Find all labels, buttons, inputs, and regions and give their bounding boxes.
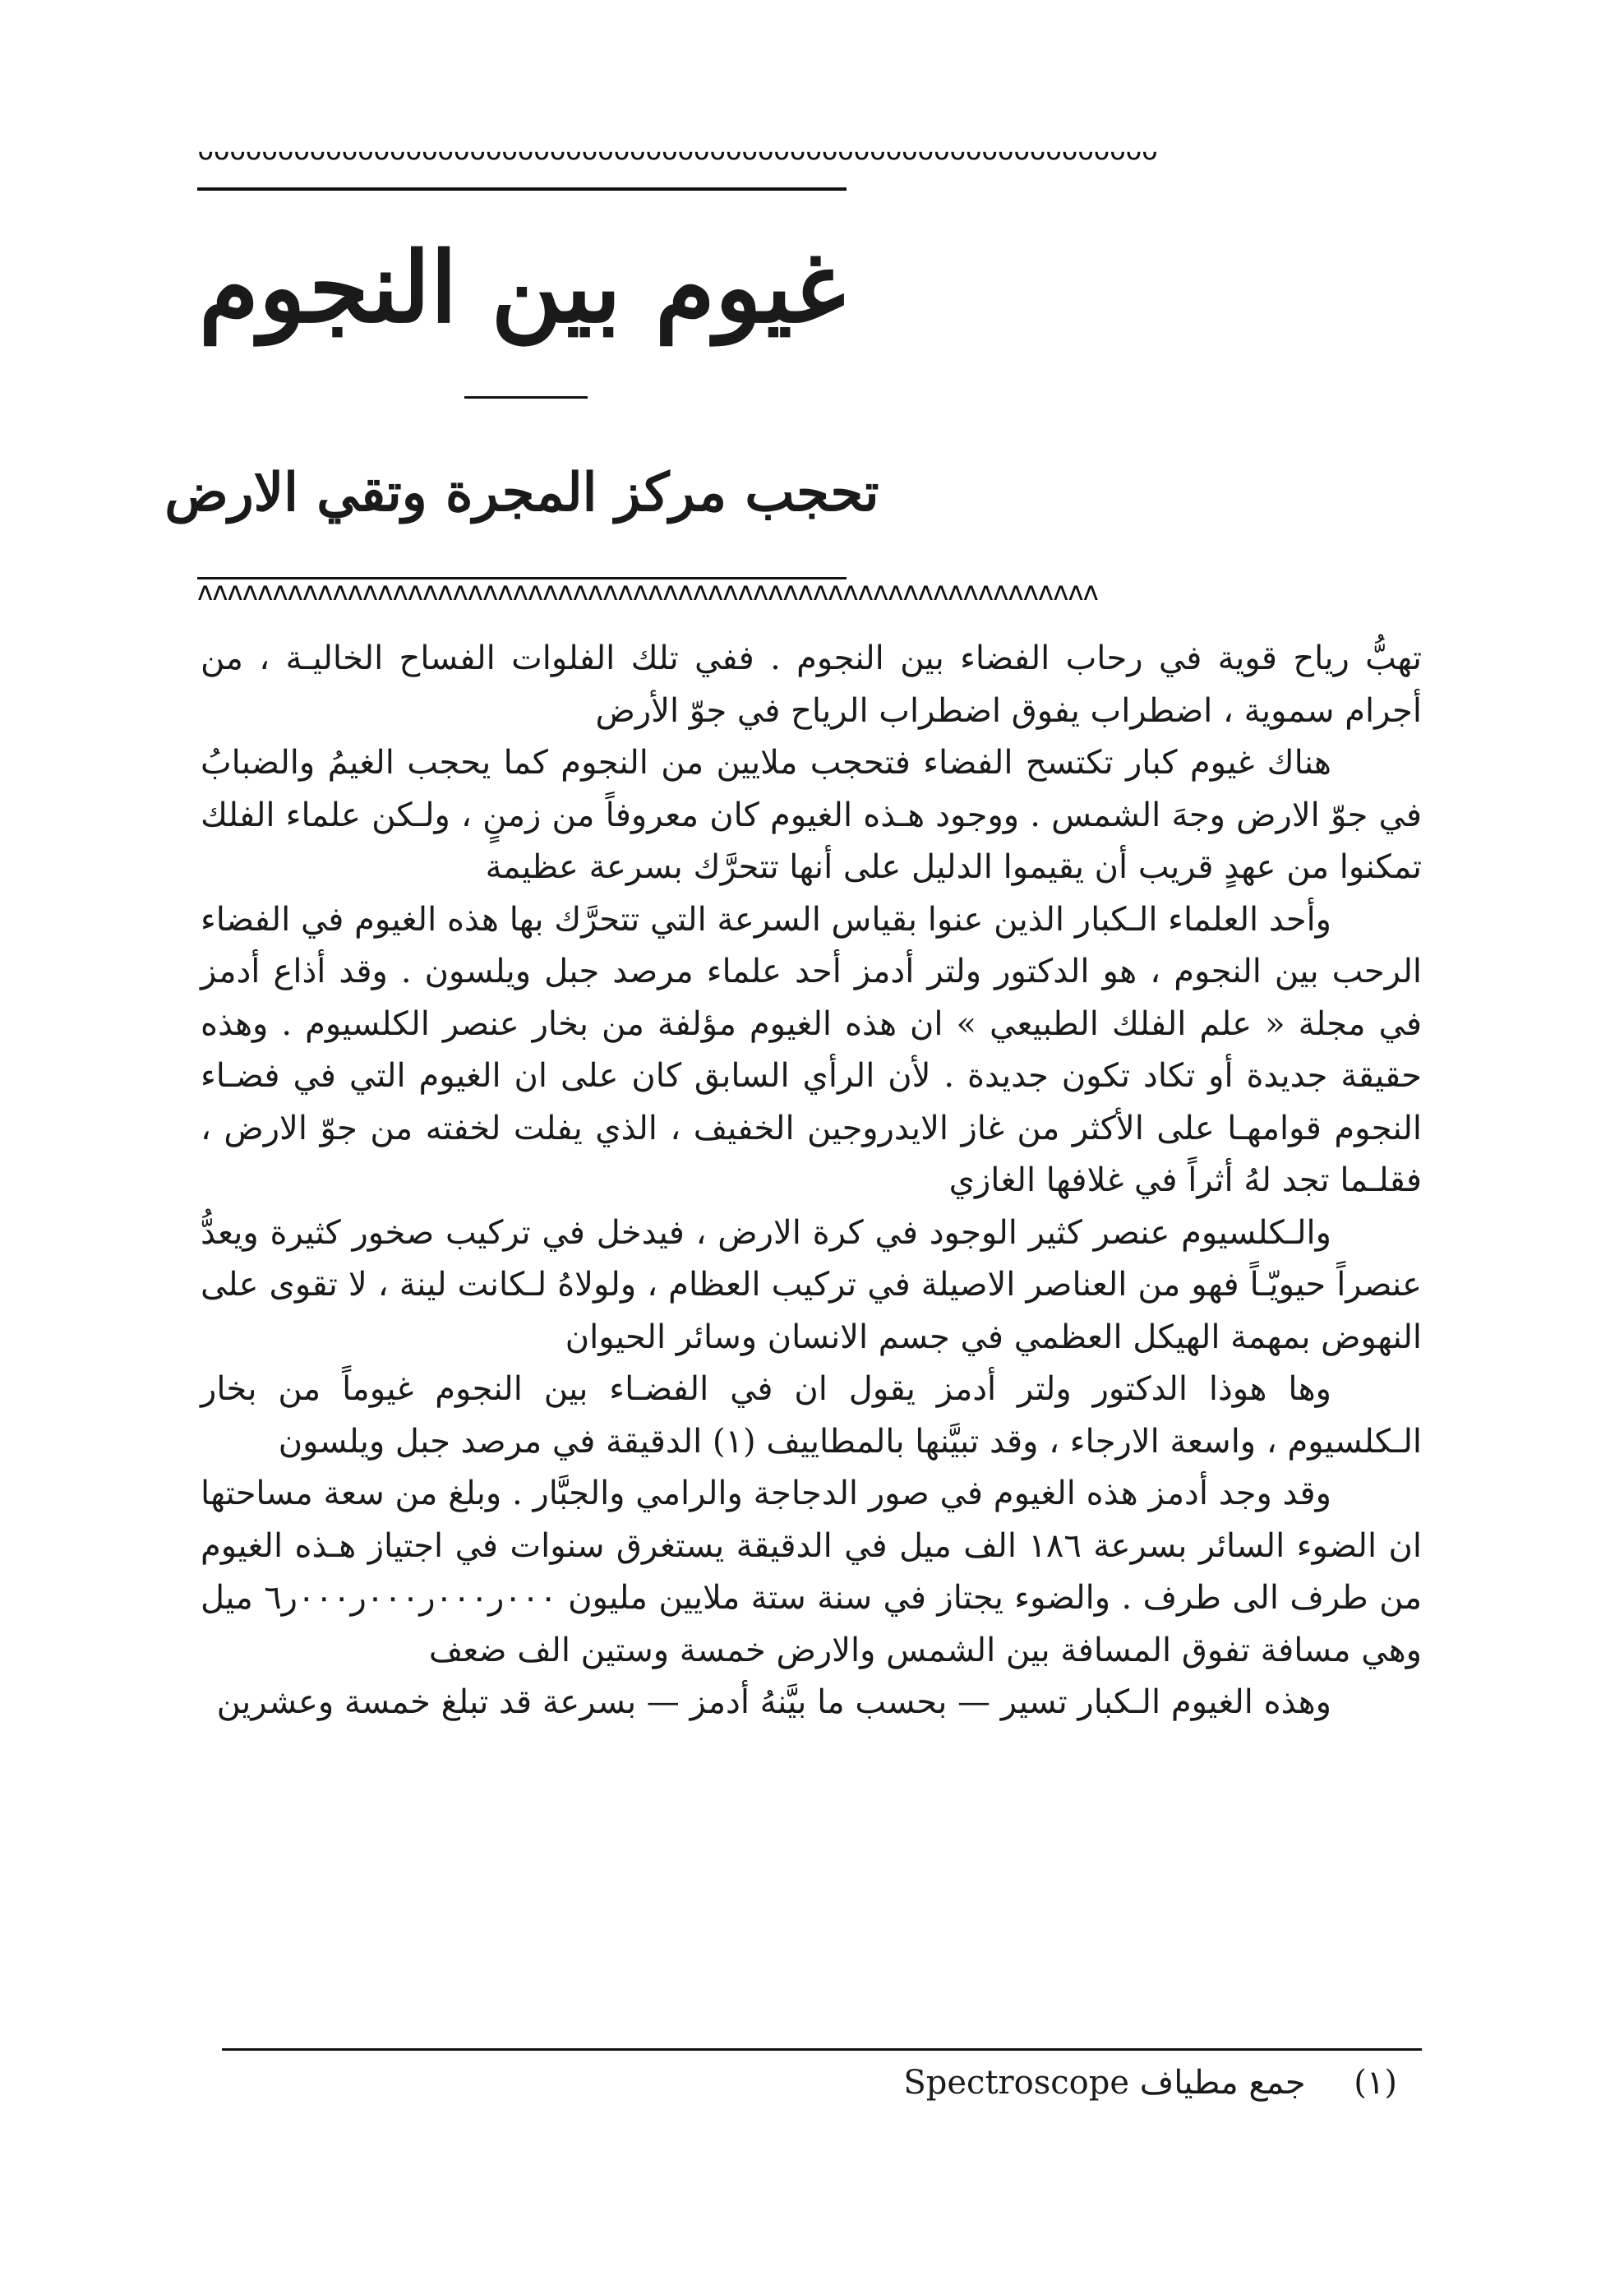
paragraph: وأحد العلماء الـكبار الذين عنوا بقياس السرعة التي تتحرَّك بها هذه الغيوم في الفضاء الرحب بين النجوم ، هو الدكتور ولتر أدمز أحد علماء مرصد جبل ويلسون . وقد أذاع أدمز في مجلة « علم الفلك الطبيعي » ان هذه الغيوم مؤلفة من بخار عنصر الكلسيوم . وهذه حقيقة جديدة أو تكاد تكون جديدة . لأن الرأي السابق كان على ان الغيوم التي في فضـاء النجوم قوامهـا على الأكثر من غاز الايدروجين الخفيف ، الذي يفلت لخفته من جوّ الارض ، فقلـما تجد لهُ أثراً في غلافها الغازي — [201, 900, 1422, 1199]
paragraph: والـكلسيوم عنصر كثير الوجود في كرة الارض ، فيدخل في تركيب صخور كثيرة ويعدُّ عنصراً حيويّـاً فهو من العناصر الاصيلة في تركيب العظام ، ولولاهُ لـكانت لينة ، لا تقوى على النهوض بمهمة الهيكل العظمي في جسم الانسان وسائر الحيوان — [201, 1213, 1422, 1356]
page-subtitle: تحجب مركز المجرة وتقي الارض — [164, 462, 879, 524]
footnote-text: جمع مطياف — [1139, 2064, 1306, 2102]
footnote-divider — [222, 2048, 1422, 2051]
paragraph: تهبُّ رياح قوية في رحاب الفضاء بين النجوم . ففي تلك الفلوات الفساح الخاليـة ، من أجرام سموية ، اضطراب يفوق اضطراب الرياح في جوّ الأرض — [201, 639, 1422, 730]
paragraph: هناك غيوم كبار تكتسح الفضاء فتحجب ملايين من النجوم كما يحجب الغيمُ والضبابُ في جوّ الارض وجهَ الشمس . ووجود هـذه الغيوم كان معروفاً من زمنٍ ، ولـكن علماء الفلك تمكنوا من عهدٍ قريب أن يقيموا الدليل على أنها تتحرَّك بسرعة عظيمة — [201, 744, 1422, 886]
title-divider — [464, 396, 588, 399]
footnote-latin-term: Spectroscope — [903, 2064, 1130, 2102]
footnote — [822, 2058, 1397, 2107]
footnote-number: (١) — [1354, 2064, 1397, 2102]
middle-ornament-border: ʌʌʌʌʌʌʌʌʌʌʌʌʌʌʌʌʌʌʌʌʌʌʌʌʌʌʌʌʌʌʌʌʌʌʌʌʌʌʌʌʌʌʌʌʌʌʌʌʌʌʌʌʌʌʌʌʌʌʌʌ — [197, 577, 847, 627]
paragraph: وها هوذا الدكتور ولتر أدمز يقول ان في الفضـاء بين النجوم غيوماً من بخار الـكلسيوم ، واسعة الارجاء ، وقد تبيَّنها بالمطاييف (١) الدقيقة في مرصد جبل ويلسون — [201, 1370, 1422, 1461]
article-body — [201, 633, 1422, 1729]
paragraph: وقد وجد أدمز هذه الغيوم في صور الدجاجة والرامي والجبَّار . وبلغ من سعة مساحتها ان الضوء السائر بسرعة ١٨٦ الف ميل في الدقيقة يستغرق سنوات في اجتياز هـذه الغيوم من طرف الى طرف . والضوء يجتاز في سنة ستة ملايين مليون ٠٠٠ر٠٠٠ر٠٠٠ر٠٠٠ر٦ ميل وهي مسافة تفوق المسافة بين الشمس والارض خمسة وستين الف ضعف — [201, 1475, 1423, 1669]
paragraph: وهذه الغيوم الـكبار تسير — بحسب ما بيَّنهُ أدمز — بسرعة قد تبلغ خمسة وعشرين — [216, 1683, 1331, 1721]
page-title: غيوم بين النجوم — [198, 230, 846, 344]
top-ornament-border: ᴗᴗᴗᴗᴗᴗᴗᴗᴗᴗᴗᴗᴗᴗᴗᴗᴗᴗᴗᴗᴗᴗᴗᴗᴗᴗᴗᴗᴗᴗᴗᴗᴗᴗᴗᴗᴗᴗᴗᴗᴗᴗᴗᴗᴗᴗᴗᴗᴗᴗᴗᴗᴗᴗᴗᴗᴗᴗᴗᴗ — [197, 138, 847, 191]
